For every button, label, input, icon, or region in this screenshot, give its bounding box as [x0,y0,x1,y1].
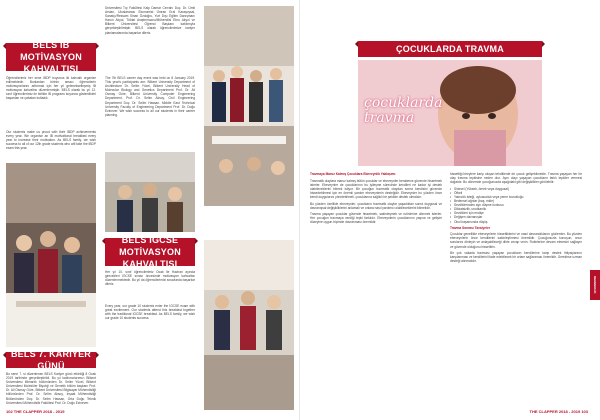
career-day-text-tr-cont: Üniversitesi Tıp Fakültesi Kalp Damar Cerrahı Doç. Dr. Ümit Arslan, Uluslararası Ekonomist Ümran Eral Karaşoysal, Sanatçı/Ressam Sinan Özdoğru, Yurt Dışı Eğitim Danışmanı Harun Akyol, Tüblat Araştırmacısı/Mühendisi Ebru Akyol ve Bilkent Üniversitesi Öğrenci Başkanı katılımıyla gerçekleştirilmiştir. BELS olarak öğrencilerimize kariyer planlamalarında başarılar dileriz. [105,6,195,35]
igcse-breakfast-text-tr: Her yıl 10. sınıf öğrencilerimiz Ocak ile Haziran ayında girecekleri IGCSE sınavı öncesinde motivasyon kahvaltısı düzenlenmektedir. Bu yıl da öğrencilerimizi sınavlarda başarılar dileriz. [105,270,195,287]
list-item: • Yalnızlık isteği, uykusuzluk veya yeme bozukluğu [450,195,582,199]
trauma-photo-caption: çocuklarda travma [364,95,443,126]
guidance-side-tab: REHBERLİK [590,270,600,300]
trauma-col1-heading: Travmaya Maruz Kalmış Çocuklara Ebeveynlik Yaklaşımı [310,172,396,176]
ib-breakfast-title-line1: BELS IB MOTİVASYON [20,40,82,62]
list-item: • Sevdiklerinden ayrı düşme korkusu [450,203,582,207]
career-day-banner [6,349,96,371]
trauma-col1: Travmaya Maruz Kalmış Çocuklara Ebeveynlik Yaklaşımı Travmatik olaylara maruz kalmış bütün çocuklar ve ebeveynler beraberce güvende hissetmek isterler. Ebeveynler de çocuklarının bu iyileşme sürecinde kendileri ne kadar iyi destek olabileceklerini bilmek istiyor. Bir çocuğun travmatik olaydan sonra kendisini güvende hissedebilmesi için en önemli yardım ebeveynlerin desteğidir. Ebeveynler bu yüzden önce kendi duygularını yönetebilmeli, çocuklarına sağlıklı bir şekilde destek olmalıdır. Bu yüzden özellikle ebeveynler, çocukların travmatik olaylar yaşadıktan sonra duygusal ve davranışsal değişikliklerini anlamalı ve onlara nasıl yardımcı olabileceklerini bilmelidir. Travma yaşayan çocuklar güvende hissetmek, sakinleşmek ve rutinlerine dönmek isterler. Her çocuğun travmaya verdiği tepki farklıdır. Ebeveynlerin çocuklarının yaşına ve gelişim düzeyine uygun biçimde davranması önemlidir. [310,172,442,225]
list-item: • Değişen davranışlar [450,215,582,219]
trauma-col2: hissettiği bireylere karşı oluşan tehditlerde de çocuk gelişebilmekte. Travma yaşayan her bir olay travma tepkisine neden olur. Aynı olayı yaşayan çocukların farklı tepkiler vermesi doğaldır. Bu dönemde çocuğunuzda aşağıdaki gibi değişiklikler görülebilir: • Sinirsel (Yüksek, örnek veya duygusal) • Öfkeli • Yalnızlık isteği, uykusuzluk veya yeme bozukluğu • Bedensel ağrılar (baş, mide) • Sevdiklerinden ayrı düşme korkusu • Dikkatsizlik, unutkanlık • Sevdikleri için endişe • Değişen davranışlar • Okul başarısında düşüş Travma Sonrası Tavsiyeler Çocuklar genellikle ebeveynlerin hissettiklerini ve nasıl davrandıklarını gözlemler. Bu yüzden ebeveynlerin önce kendilerini sakinleştirmesi önemlidir. Çocuğunuzla konuşun, onun sorularını dinleyin ve anlayabileceği dilde cevap verin. Rutinlerine devam etmesini sağlayın ve güvende olduğunu hissettirin. Bir çok vakada travması yaşayan çocukların kendilerine karşı destek ihtiyaçlarının karşılanması ve kendilerini ifade edebilecek bir ortam sağlanması önemlidir. Gerekirse uzman desteği alınmalıdır. [450,172,582,412]
career-day-text-tr: Bu sene 7. si düzenlenen BELS Kariyer günü etkinliği 8 Ocak 2019 tarihinde gerçekleştirildi. Bu yıl katılımcılarımız; Bilkent Üniversitesi Mimarlık bölümünden Dr. Selim Yücel, Bilkent Üniversitesi Moleküler Biyoloji ve Genetik bölüm başkanı Prof. Dr. Ali Osmay Güre, Bilkent Üniversitesi Bilgisayar Mühendisliği bölümünden Prof. Dr. Selim Aksoy, İnşaat Mühendisliği Bölümünden Doç. Dr. Selim Hassan, Orta Doğu Teknik Üniversitesi Mühendislik Fakültesi Prof. Dr. Doğu Ezinever. [6,372,96,405]
igcse-breakfast-text-en: Every year, our grade 10 students enter the IGCSE exam with great excitement. Our students attend this breakfast together with the traditional IGCSE breakfast. As BELS family, we wish our grade 10 students success. [105,304,195,321]
trauma-photo [358,60,542,166]
right-page-footer: THE CLAPPER 2018 - 2019 103 [529,409,588,414]
left-page-footer: 102 THE CLAPPER 2018 - 2019 [6,409,65,414]
list-item: • Okul başarısında düşüş [450,220,582,224]
trauma-col2-heading: Travma Sonrası Tavsiyeler [450,225,490,230]
career-day-text-en: The 7th BELS career day event was held on 8 January 2019. This year's participants are: Bilkent University Department of Architecture Dr. Selim Yücel, Bilkent University Head of Molecular Biology and Genetics Department Prof. Dr. Ali Osmay Güre, Bilkent University Computer Engineering Department, Prof. Dr. Selim Aksoy, Civil Engineering Department Doç. Dr. Selim Hassan. Middle East Technical University Faculty of Engineering Department Prof. Dr. Doğu Ezinever. We wish success to all our students in their career planning. [105,76,195,117]
ib-breakfast-text-tr: Öğrencilerimiz her sene IBDP boyunca iki kahvaltı organize edilmektedir. Bunlardan birinin amacı öğrencilerin motivasyonlarını arttırmak için her yıl gelenekselleşmiş IB motivasyon kahvaltısı düzenlenmiştir. BELS olarak bu yıl 12. sınıf öğrencilerimiz ile birlikte IB programı boyunca gösterdikleri başarıları ve çabaları kutladık. [6,76,96,101]
ib-breakfast-banner [6,40,96,74]
trauma-symptom-list [450,187,582,224]
trauma-banner [358,41,542,57]
list-item: • Sinirsel (Yüksek, örnek veya duygusal) [450,187,582,191]
career-day-title: BELS 7. KARİYER GÜNÜ [10,349,91,371]
ib-breakfast-group-photo [204,6,294,206]
ib-breakfast-title-line2: KAHVALTISI [23,64,79,74]
igcse-breakfast-title-line2: KAHVALTISI [122,259,178,269]
trauma-title: ÇOCUKLARDA TRAVMA [396,44,504,54]
list-item: • Bedensel ağrılar (baş, mide) [450,199,582,203]
list-item: • Öfkeli [450,191,582,195]
igcse-breakfast-photo [204,240,294,410]
career-day-photo [105,152,195,232]
ib-breakfast-text-en: Our students make us proud with their IBDP achievements every year. We organise an IB motivational breakfast every year to increase their motivation. As BELS family, we wish success to all of our 12th grade students who will take the IBDP exam this year. [6,130,96,151]
list-item: • Dikkatsizlik, unutkanlık [450,207,582,211]
list-item: • Sevdikleri için endişe [450,211,582,215]
igcse-breakfast-banner [105,235,195,269]
ib-breakfast-photo [6,163,96,347]
right-page [300,0,600,420]
igcse-breakfast-title-line1: BELS IGCSE MOTİVASYON [119,235,181,257]
